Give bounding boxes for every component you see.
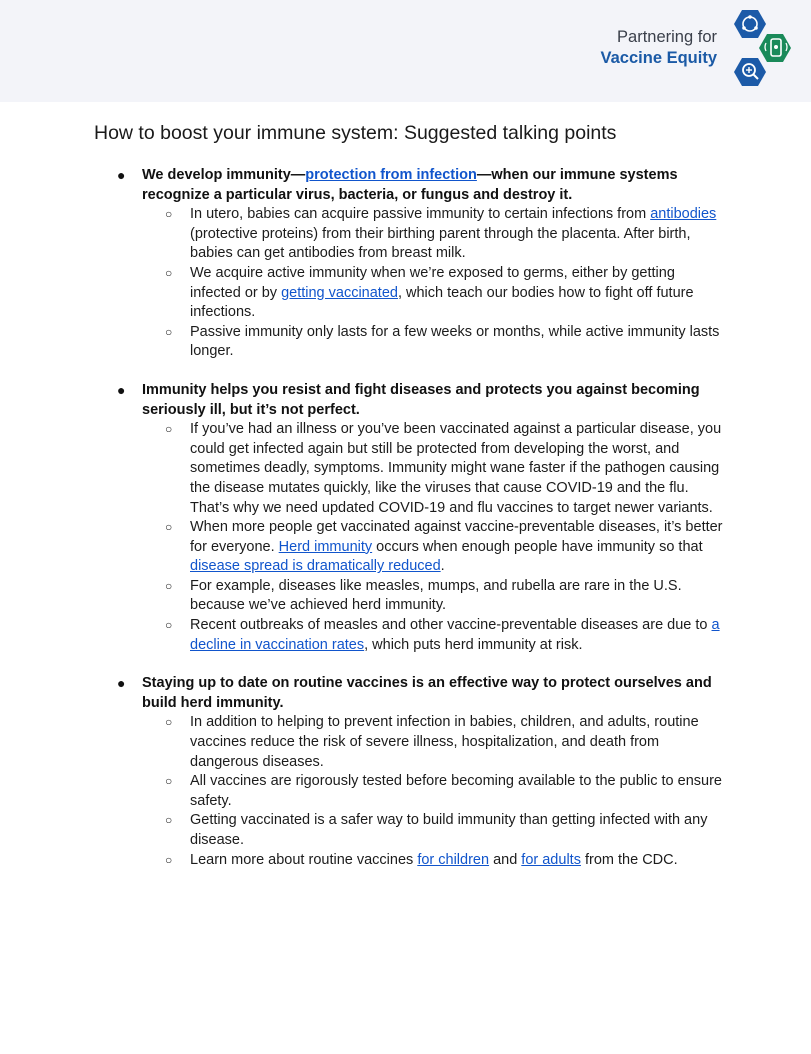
sub-point-text: We acquire active immunity when we’re exposed to germs, either by getting infected or by: [190, 264, 675, 301]
main-point: [0, 674, 811, 713]
sub-point: [0, 264, 811, 323]
link-decline-in-vaccination-rates[interactable]: a decline in vaccination rates: [190, 617, 720, 653]
bullet-circle-icon: ○: [165, 852, 173, 867]
bullet-circle-icon: ○: [165, 265, 173, 280]
bullet-dot-icon: ●: [117, 167, 126, 183]
sub-point-text: and: [489, 851, 522, 868]
bullet-dot-icon: ●: [117, 675, 126, 692]
brand-wordmark: [601, 27, 717, 69]
sub-point: [0, 205, 811, 264]
sub-point-text: For example, diseases like measles, mumps, and rubella are rare in the U.S. because we’ve achieved herd immunity.: [190, 577, 682, 614]
main-point-text: We develop immunity—: [142, 167, 306, 183]
sub-point: [0, 323, 811, 362]
vaccine-equity-logo-icon: [720, 8, 800, 88]
link-getting-vaccinated[interactable]: getting vaccinated: [281, 284, 398, 301]
sub-point-text: occurs when enough people have immunity so that: [372, 538, 703, 555]
sub-point: [0, 713, 811, 772]
bullet-circle-icon: ○: [165, 715, 173, 730]
bullet-circle-icon: ○: [165, 422, 173, 437]
bullet-circle-icon: ○: [165, 618, 173, 633]
sub-point-text: If you’ve had an illness or you’ve been vaccinated against a particular disease, you could get infected again but still be protected from developing the worst, and sometimes deadly, symptoms. Immunity might wane faster if the pathogen causing the disease mutates quickly, like the viruses that cause COVID-19 and the flu. That’s why we need updated COVID-19 and flu vaccines to target newer variants.: [190, 421, 722, 516]
talking-points: [0, 166, 811, 889]
sub-point-text: When more people get vaccinated against vaccine-preventable diseases, it’s better for everyone.: [190, 519, 723, 555]
sub-point: [0, 420, 811, 518]
main-point-text: Immunity helps you resist and fight diseases and protects you against becoming seriously ill, but it’s not perfect.: [142, 381, 700, 418]
bullet-circle-icon: ○: [165, 324, 173, 339]
sub-point-text: In utero, babies can acquire passive immunity to certain infections from: [190, 206, 651, 223]
link-for-adults[interactable]: for adults: [521, 851, 581, 868]
sub-point: [0, 616, 811, 655]
brand-line-2: Vaccine Equity: [600, 49, 717, 67]
sub-point: [0, 772, 811, 811]
main-point: [0, 381, 811, 420]
bullet-circle-icon: ○: [165, 813, 173, 828]
main-point-text: Staying up to date on routine vaccines is an effective way to protect ourselves and build herd immunity.: [142, 675, 712, 711]
section-routine-vaccines: [0, 674, 811, 870]
sub-point-text: , which teach our bodies how to fight off future infections.: [190, 284, 694, 321]
sub-point: [0, 851, 811, 871]
page-header: [0, 0, 811, 102]
sub-point-text: Recent outbreaks of measles and other vaccine-preventable diseases are due to: [190, 617, 712, 634]
section-immunity-not-perfect: [0, 381, 811, 655]
bullet-circle-icon: ○: [165, 520, 173, 535]
bullet-circle-icon: ○: [165, 774, 173, 789]
sub-point-text: (protective proteins) from their birthing parent through the placenta. After birth, babies can get antibodies from breast milk.: [190, 225, 691, 262]
page-title: How to boost your immune system: Suggested talking points: [94, 122, 617, 144]
main-point-text: —when our immune systems recognize a particular virus, bacteria, or fungus and destroy it.: [142, 167, 678, 203]
sub-point-text: Getting vaccinated is a safer way to build immunity than getting infected with any disease.: [190, 812, 708, 848]
sub-point-text: Learn more about routine vaccines: [190, 851, 418, 868]
link-protection-from-infection[interactable]: protection from infection: [305, 167, 477, 183]
bullet-circle-icon: ○: [165, 578, 173, 593]
sub-point: [0, 518, 811, 577]
main-point: [0, 166, 811, 205]
sub-point: [0, 811, 811, 850]
sub-point-text: In addition to helping to prevent infection in babies, children, and adults, routine vaccines reduce the risk of severe illness, hospitalization, and death from dangerous diseases.: [190, 714, 699, 770]
link-herd-immunity[interactable]: Herd immunity: [278, 538, 373, 555]
link-disease-spread-reduced[interactable]: disease spread is dramatically reduced: [190, 558, 441, 575]
link-antibodies[interactable]: antibodies: [650, 206, 717, 223]
sub-point-text: Passive immunity only lasts for a few weeks or months, while active immunity lasts longer.: [190, 323, 720, 360]
brand-line-1: Partnering for: [617, 28, 717, 46]
link-for-children[interactable]: for children: [417, 851, 490, 868]
bullet-dot-icon: ●: [117, 381, 126, 398]
sub-point-text: , which puts herd immunity at risk.: [364, 636, 583, 653]
sub-point: [0, 577, 811, 616]
sub-point-text: All vaccines are rigorously tested before becoming available to the public to ensure safety.: [190, 773, 722, 809]
sub-point-text: from the CDC.: [580, 851, 678, 868]
bullet-circle-icon: ○: [165, 207, 173, 222]
sub-point-text: .: [440, 558, 445, 575]
section-immunity-basics: [0, 166, 811, 362]
